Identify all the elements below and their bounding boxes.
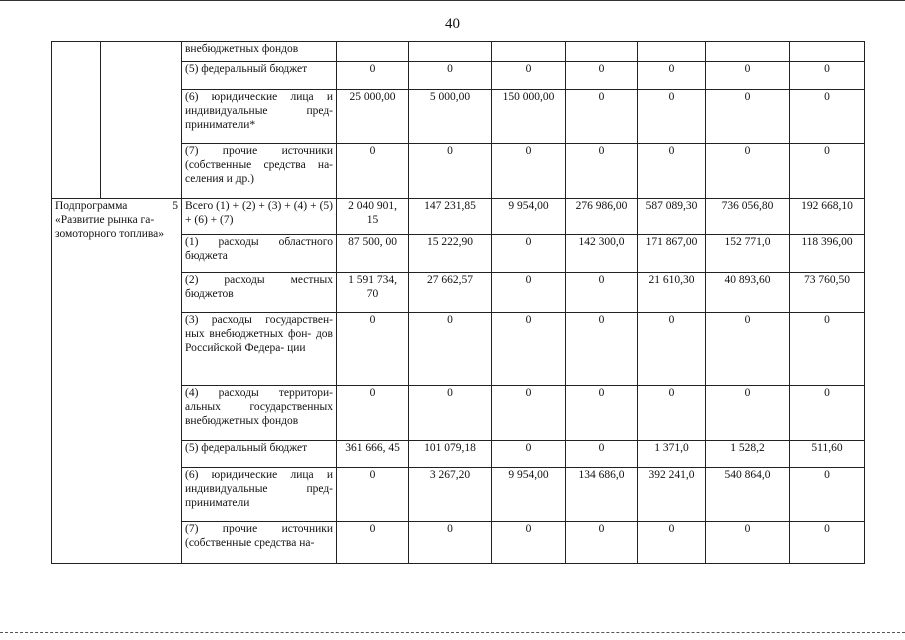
value-cell: 171 867,00 bbox=[638, 235, 706, 273]
value-cell: 587 089,30 bbox=[638, 199, 706, 235]
value-cell: 0 bbox=[492, 386, 566, 441]
value-cell: 9 954,00 bbox=[492, 199, 566, 235]
value-cell: 0 bbox=[638, 90, 706, 144]
value-cell: 0 bbox=[706, 62, 790, 90]
value-cell: 0 bbox=[790, 90, 865, 144]
value-cell: 0 bbox=[492, 144, 566, 199]
funding-source-cell: (5) федеральный бюджет bbox=[182, 62, 337, 90]
subprogram-rows bbox=[52, 199, 865, 564]
value-cell: 0 bbox=[790, 144, 865, 199]
value-cell: 3 267,20 bbox=[409, 468, 492, 522]
subprogram-title-line bbox=[55, 199, 178, 213]
value-cell: 0 bbox=[566, 313, 638, 386]
funding-source-cell: Всего (1) + (2) + (3) + (4) + (5) + (6) + (7) bbox=[182, 199, 337, 235]
value-cell: 1 591 734, 70 bbox=[337, 273, 409, 313]
value-cell: 0 bbox=[790, 468, 865, 522]
funding-source-cell: (5) федеральный бюджет bbox=[182, 441, 337, 468]
table-row bbox=[52, 42, 865, 62]
value-cell: 0 bbox=[566, 62, 638, 90]
value-cell bbox=[638, 42, 706, 62]
value-cell: 0 bbox=[337, 522, 409, 564]
funding-source-cell: (4) расходы территори- альных государственных внебюджетных фондов bbox=[182, 386, 337, 441]
value-cell: 0 bbox=[337, 386, 409, 441]
value-cell: 736 056,80 bbox=[706, 199, 790, 235]
value-cell: 40 893,60 bbox=[706, 273, 790, 313]
funding-source-cell: (6) юридические лица и индивидуальные пред- приниматели bbox=[182, 468, 337, 522]
value-cell: 87 500, 00 bbox=[337, 235, 409, 273]
top-rule bbox=[0, 0, 905, 1]
value-cell: 0 bbox=[706, 386, 790, 441]
prev-section-rows bbox=[52, 42, 865, 199]
value-cell: 1 371,0 bbox=[638, 441, 706, 468]
value-cell: 192 668,10 bbox=[790, 199, 865, 235]
value-cell: 5 000,00 bbox=[409, 90, 492, 144]
value-cell bbox=[337, 42, 409, 62]
value-cell bbox=[409, 42, 492, 62]
value-cell: 0 bbox=[790, 313, 865, 386]
value-cell: 0 bbox=[706, 313, 790, 386]
value-cell: 511,60 bbox=[790, 441, 865, 468]
value-cell: 134 686,0 bbox=[566, 468, 638, 522]
value-cell: 15 222,90 bbox=[409, 235, 492, 273]
value-cell: 0 bbox=[492, 273, 566, 313]
value-cell: 0 bbox=[492, 522, 566, 564]
value-cell: 142 300,0 bbox=[566, 235, 638, 273]
value-cell: 0 bbox=[566, 441, 638, 468]
value-cell: 0 bbox=[706, 90, 790, 144]
value-cell: 0 bbox=[566, 273, 638, 313]
funding-source-cell: (7) прочие источники (собственные средства на- bbox=[182, 522, 337, 564]
value-cell: 27 662,57 bbox=[409, 273, 492, 313]
value-cell: 2 040 901, 15 bbox=[337, 199, 409, 235]
value-cell: 73 760,50 bbox=[790, 273, 865, 313]
value-cell: 21 610,30 bbox=[638, 273, 706, 313]
value-cell: 0 bbox=[409, 313, 492, 386]
subprogram-name-cell bbox=[52, 199, 182, 564]
subprogram-label: Подпрограмма bbox=[55, 200, 128, 212]
value-cell: 0 bbox=[638, 62, 706, 90]
value-cell: 0 bbox=[337, 468, 409, 522]
table-row bbox=[52, 199, 865, 235]
value-cell: 392 241,0 bbox=[638, 468, 706, 522]
value-cell: 0 bbox=[409, 522, 492, 564]
value-cell: 276 986,00 bbox=[566, 199, 638, 235]
value-cell: 147 231,85 bbox=[409, 199, 492, 235]
value-cell: 0 bbox=[409, 62, 492, 90]
value-cell: 101 079,18 bbox=[409, 441, 492, 468]
page-number: 40 bbox=[445, 16, 460, 32]
value-cell: 0 bbox=[638, 144, 706, 199]
value-cell: 0 bbox=[638, 313, 706, 386]
value-cell: 0 bbox=[706, 522, 790, 564]
value-cell: 0 bbox=[566, 90, 638, 144]
funding-source-cell: (2) расходы местных бюджетов bbox=[182, 273, 337, 313]
value-cell: 0 bbox=[706, 144, 790, 199]
value-cell: 0 bbox=[638, 522, 706, 564]
responsible-cell-continued bbox=[101, 42, 182, 199]
value-cell: 361 666, 45 bbox=[337, 441, 409, 468]
value-cell: 150 000,00 bbox=[492, 90, 566, 144]
value-cell: 0 bbox=[566, 522, 638, 564]
funding-table bbox=[51, 41, 865, 564]
value-cell: 0 bbox=[638, 386, 706, 441]
value-cell: 9 954,00 bbox=[492, 468, 566, 522]
value-cell: 0 bbox=[409, 144, 492, 199]
funding-source-cell: (3) расходы государствен- ных внебюджетных фон- дов Российской Федера- ции bbox=[182, 313, 337, 386]
funding-source-cell: (6) юридические лица и индивидуальные пред- приниматели* bbox=[182, 90, 337, 144]
value-cell: 0 bbox=[492, 235, 566, 273]
funding-source-cell: внебюджетных фондов bbox=[182, 42, 337, 62]
value-cell: 540 864,0 bbox=[706, 468, 790, 522]
value-cell: 0 bbox=[409, 386, 492, 441]
value-cell bbox=[706, 42, 790, 62]
bottom-rule bbox=[0, 632, 905, 633]
value-cell: 0 bbox=[566, 386, 638, 441]
value-cell: 25 000,00 bbox=[337, 90, 409, 144]
value-cell: 0 bbox=[337, 313, 409, 386]
value-cell: 0 bbox=[492, 62, 566, 90]
value-cell: 118 396,00 bbox=[790, 235, 865, 273]
value-cell: 0 bbox=[492, 441, 566, 468]
value-cell: 0 bbox=[337, 62, 409, 90]
value-cell bbox=[790, 42, 865, 62]
program-cell-continued bbox=[52, 42, 101, 199]
value-cell: 0 bbox=[790, 522, 865, 564]
value-cell: 1 528,2 bbox=[706, 441, 790, 468]
value-cell: 0 bbox=[492, 313, 566, 386]
value-cell: 0 bbox=[337, 144, 409, 199]
value-cell: 0 bbox=[790, 386, 865, 441]
subprogram-title: «Развитие рынка га- зомоторного топлива» bbox=[55, 214, 165, 240]
funding-source-cell: (1) расходы областного бюджета bbox=[182, 235, 337, 273]
value-cell: 0 bbox=[566, 144, 638, 199]
value-cell: 152 771,0 bbox=[706, 235, 790, 273]
value-cell bbox=[566, 42, 638, 62]
funding-source-cell: (7) прочие источники (собственные средства на- селения и др.) bbox=[182, 144, 337, 199]
subprogram-number: 5 bbox=[172, 200, 178, 212]
value-cell: 0 bbox=[790, 62, 865, 90]
value-cell bbox=[492, 42, 566, 62]
